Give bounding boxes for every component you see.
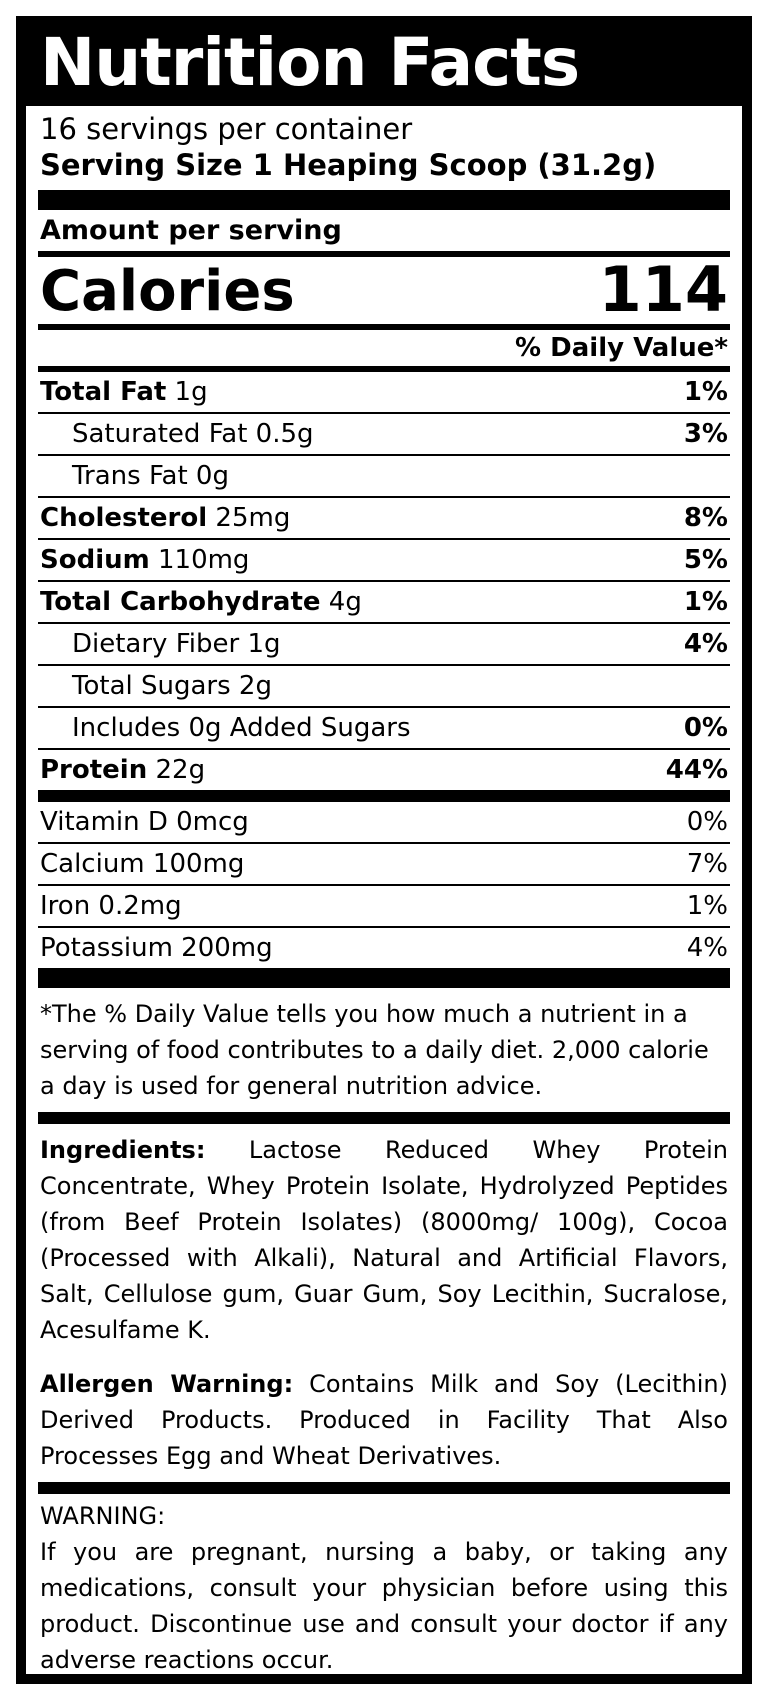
- ingredients-paragraph: [40, 1132, 728, 1348]
- allergen-text: Contains Milk and Soy (Lecithin) Derived Products. Produced in Facility That Also Processes Egg and Wheat Derivatives.: [40, 1369, 728, 1470]
- nutrient-daily-value: [631, 455, 730, 497]
- calories-label: Calories: [40, 258, 295, 324]
- nutrient-name-cell: [38, 707, 631, 749]
- nutrient-name: Cholesterol: [40, 502, 208, 533]
- nutrient-amount: 110mg: [149, 544, 250, 575]
- nutrient-row: [38, 372, 730, 413]
- divider-heavy-1: [38, 790, 730, 802]
- nutrient-row: [38, 581, 730, 623]
- vitamin-daily-value: 0%: [686, 806, 728, 837]
- nutrient-daily-value: 3%: [631, 413, 730, 455]
- vitamin-row: [38, 927, 730, 968]
- nutrient-daily-value: 5%: [631, 539, 730, 581]
- vitamin-row: [38, 843, 730, 885]
- nutrient-row: [38, 497, 730, 539]
- nutrient-name-cell: [38, 623, 631, 665]
- divider-thick-1: [38, 190, 730, 210]
- vitamin-name: Calcium 100mg: [38, 843, 631, 885]
- ingredients-block: [38, 1124, 730, 1482]
- nutrient-daily-value: 1%: [631, 581, 730, 623]
- nutrient-name-cell: [38, 372, 631, 413]
- nutrient-name-cell: [38, 539, 631, 581]
- warning-text: If you are pregnant, nursing a baby, or taking any medications, consult your physician before using this product. Discontinue use and consult your doctor if any adverse reactions occur.: [40, 1537, 728, 1674]
- nutrient-name: Dietary Fiber: [72, 628, 240, 659]
- nutrient-name: Protein: [40, 754, 148, 785]
- nutrient-name: Sodium: [40, 544, 150, 575]
- page-title: Nutrition Facts: [40, 24, 580, 101]
- nutrient-table: [38, 372, 730, 790]
- nutrient-row: [38, 749, 730, 790]
- nutrient-name-cell: [38, 413, 631, 455]
- nutrient-name: Saturated Fat: [72, 418, 248, 449]
- nutrient-name-cell: [38, 497, 631, 539]
- nutrient-amount: 22g: [147, 754, 206, 785]
- amount-per-serving: Amount per serving: [40, 214, 342, 246]
- nutrient-name: Total Fat: [40, 376, 167, 407]
- nutrient-daily-value: 44%: [631, 749, 730, 790]
- nutrient-amount: 1g: [166, 376, 208, 407]
- vitamin-row: [38, 885, 730, 927]
- daily-value-header: % Daily Value*: [515, 332, 728, 363]
- nutrient-row: [38, 539, 730, 581]
- nutrient-name: Total Sugars: [72, 670, 231, 701]
- nutrient-amount: 0g: [187, 460, 229, 491]
- vitamin-name: Potassium 200mg: [38, 927, 631, 968]
- nutrient-amount: 1g: [239, 628, 281, 659]
- allergen-paragraph: [40, 1366, 728, 1474]
- divider-thick-2: [38, 968, 730, 988]
- vitamin-row: [38, 802, 730, 843]
- vitamin-daily-value: 4%: [631, 927, 730, 968]
- vitamin-name: Iron 0.2mg: [38, 885, 631, 927]
- servings-per-container: 16 servings per container: [40, 112, 413, 146]
- vitamin-daily-value: 7%: [631, 843, 730, 885]
- vitamin-daily-value: 1%: [631, 885, 730, 927]
- calories-value: 114: [598, 252, 728, 326]
- title-bar: [26, 26, 742, 106]
- nutrient-name: Includes 0g Added Sugars: [72, 712, 411, 743]
- nutrient-name-cell: [38, 749, 631, 790]
- nutrient-row: [38, 707, 730, 749]
- nutrient-name-cell: [38, 581, 631, 623]
- divider-heavy-3: [38, 1482, 730, 1494]
- nutrient-row: [38, 623, 730, 665]
- ingredients-text: Lactose Reduced Whey Protein Concentrate, Whey Protein Isolate, Hydrolyzed Peptides (from Beef Protein Isolates) (8000mg/ 100g), Cocoa (Processed with Alkali), Natural and Artificial Flavors, Salt, Cellulose gum, Guar Gum, Soy Lecithin, Sucralose, Acesulfame K.: [40, 1135, 728, 1344]
- nutrition-facts-inner: [26, 26, 742, 1674]
- nutrient-name-cell: [38, 455, 631, 497]
- nutrient-row: [38, 665, 730, 707]
- nutrient-name-cell: [38, 665, 631, 707]
- vitamin-name: Vitamin D 0mcg: [40, 806, 249, 837]
- nutrient-daily-value: 4%: [631, 623, 730, 665]
- nutrition-facts-panel: [16, 16, 752, 1684]
- nutrient-daily-value: [631, 665, 730, 707]
- ingredients-label: Ingredients:: [40, 1135, 206, 1164]
- nutrient-amount: 0.5g: [247, 418, 314, 449]
- serving-size: Serving Size 1 Heaping Scoop (31.2g): [40, 148, 657, 183]
- vitamin-table: [38, 802, 730, 968]
- nutrient-amount: 2g: [230, 670, 272, 701]
- nutrient-row: [38, 413, 730, 455]
- warning-label: WARNING:: [40, 1501, 166, 1530]
- nutrient-name: Total Carbohydrate: [40, 586, 321, 617]
- nutrient-daily-value: 1%: [683, 376, 728, 407]
- daily-value-footnote: *The % Daily Value tells you how much a nutrient in a serving of food contributes to a daily diet. 2,000 calorie a day is used for general nutrition advice.: [40, 999, 709, 1100]
- calories-row: [38, 252, 730, 326]
- nutrient-name: Trans Fat: [72, 460, 188, 491]
- nutrient-amount: 25mg: [207, 502, 291, 533]
- nutrient-row: [38, 455, 730, 497]
- nutrient-amount: 4g: [320, 586, 362, 617]
- divider-heavy-2: [38, 1112, 730, 1124]
- nutrient-daily-value: 8%: [631, 497, 730, 539]
- nutrient-daily-value: 0%: [631, 707, 730, 749]
- allergen-label: Allergen Warning:: [40, 1369, 294, 1398]
